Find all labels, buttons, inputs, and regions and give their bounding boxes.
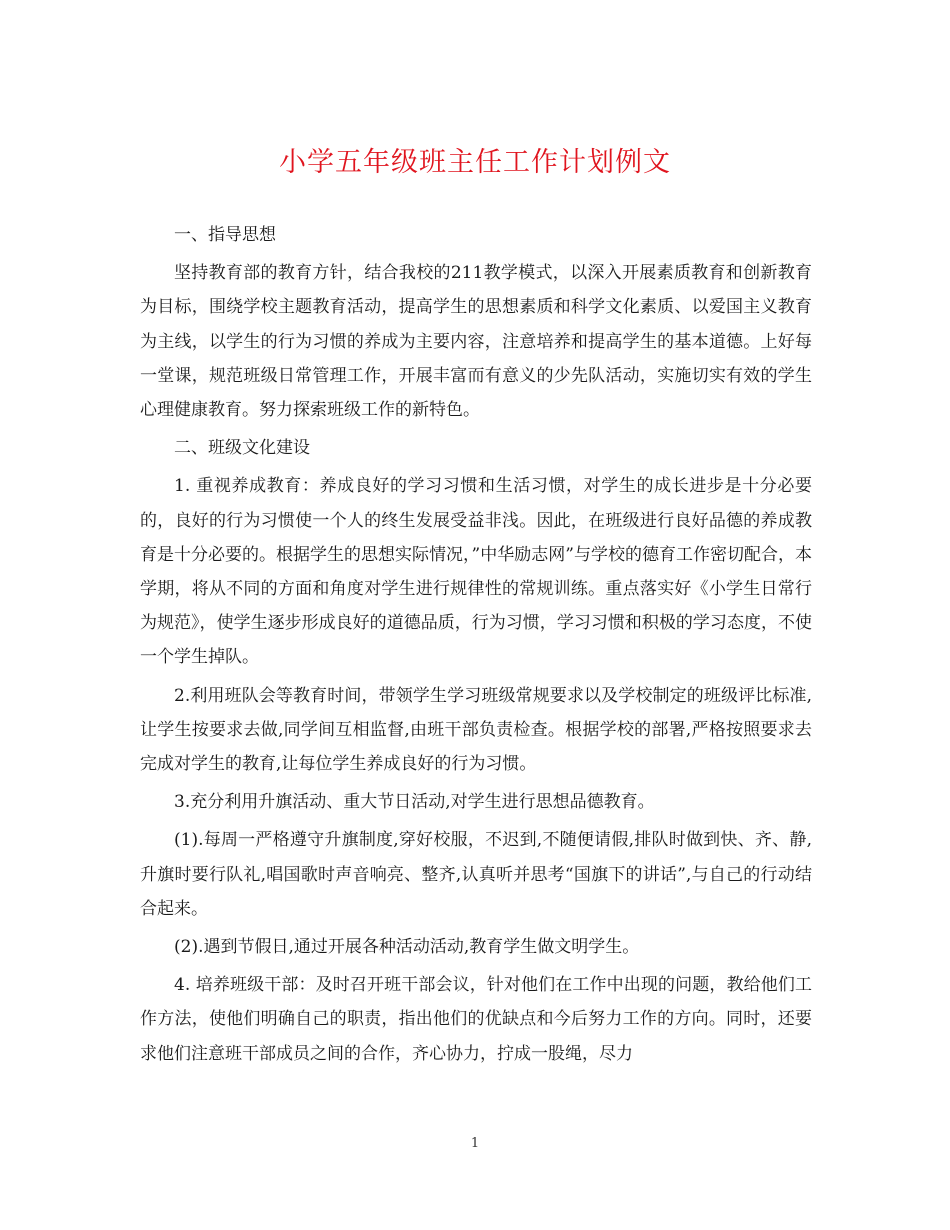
paragraph-habit-education: 1. 重视养成教育：养成良好的学习习惯和生活习惯，对学生的成长进步是十分必要的，良好的行为习惯使一个人的终生发展受益非浅。因此，在班级进行良好品德的养成教育是十分必要的。根据学生的思想实际情况，”中华励志网”与学校的德育工作密切配合，本学期，将从不同的方面和角度对学生进行规律性的常规训练。重点落实好《小学生日常行为规范》，使学生逐步形成良好的道德品质，行为习惯，学习习惯和积极的学习态度，不使一个学生掉队。 [140, 476, 812, 668]
paragraph-class-cadres: 4. 培养班级干部：及时召开班干部会议，针对他们在工作中出现的问题，教给他们工作方法，使他们明确自己的职责，指出他们的优缺点和今后努力工作的方向。同时，还要求他们注意班干部成员之间的合作，齐心协力，拧成一股绳，尽力 [140, 975, 812, 1064]
document-title: 小学五年级班主任工作计划例文 [279, 147, 671, 178]
document-body [140, 218, 812, 1071]
section-heading-class-culture: 二、班级文化建设 [174, 438, 310, 459]
paragraph-guiding-ideology: 坚持教育部的教育方针，结合我校的211教学模式，以深入开展素质教育和创新教育为目标，围绕学校主题教育活动，提高学生的思想素质和科学文化素质、以爱国主义教育为主线，以学生的行为习惯的养成为主要内容，注意培养和提高学生的基本道德。上好每一堂课，规范班级日常管理工作，开展丰富而有意义的少先队活动，实施切实有效的学生心理健康教育。努力探索班级工作的新特色。 [140, 263, 812, 421]
section-heading-guiding-ideology: 一、指导思想 [174, 225, 276, 245]
page-number: 1 [470, 1136, 480, 1151]
paragraph-holidays: (2).遇到节假日,通过开展各种活动活动,教育学生做文明学生。 [174, 937, 640, 958]
paragraph-class-meeting: 2.利用班队会等教育时间，带领学生学习班级常规要求以及学校制定的班级评比标准,让学生按要求去做,同学间互相监督,由班干部负责检查。根据学校的部署,严格按照要求去完成对学生的教育,让每位学生养成良好的行为习惯。 [140, 685, 812, 775]
paragraph-monday-flag: (1).每周一严格遵守升旗制度,穿好校服，不迟到,不随便请假,排队时做到快、齐、静,升旗时要行队礼,唱国歌时声音响亮、整齐,认真听并思考“国旗下的讲话”,与自己的行动结合起来。 [140, 830, 812, 919]
paragraph-flag-activities: 3.充分利用升旗活动、重大节日活动,对学生进行思想品德教育。 [174, 792, 655, 813]
